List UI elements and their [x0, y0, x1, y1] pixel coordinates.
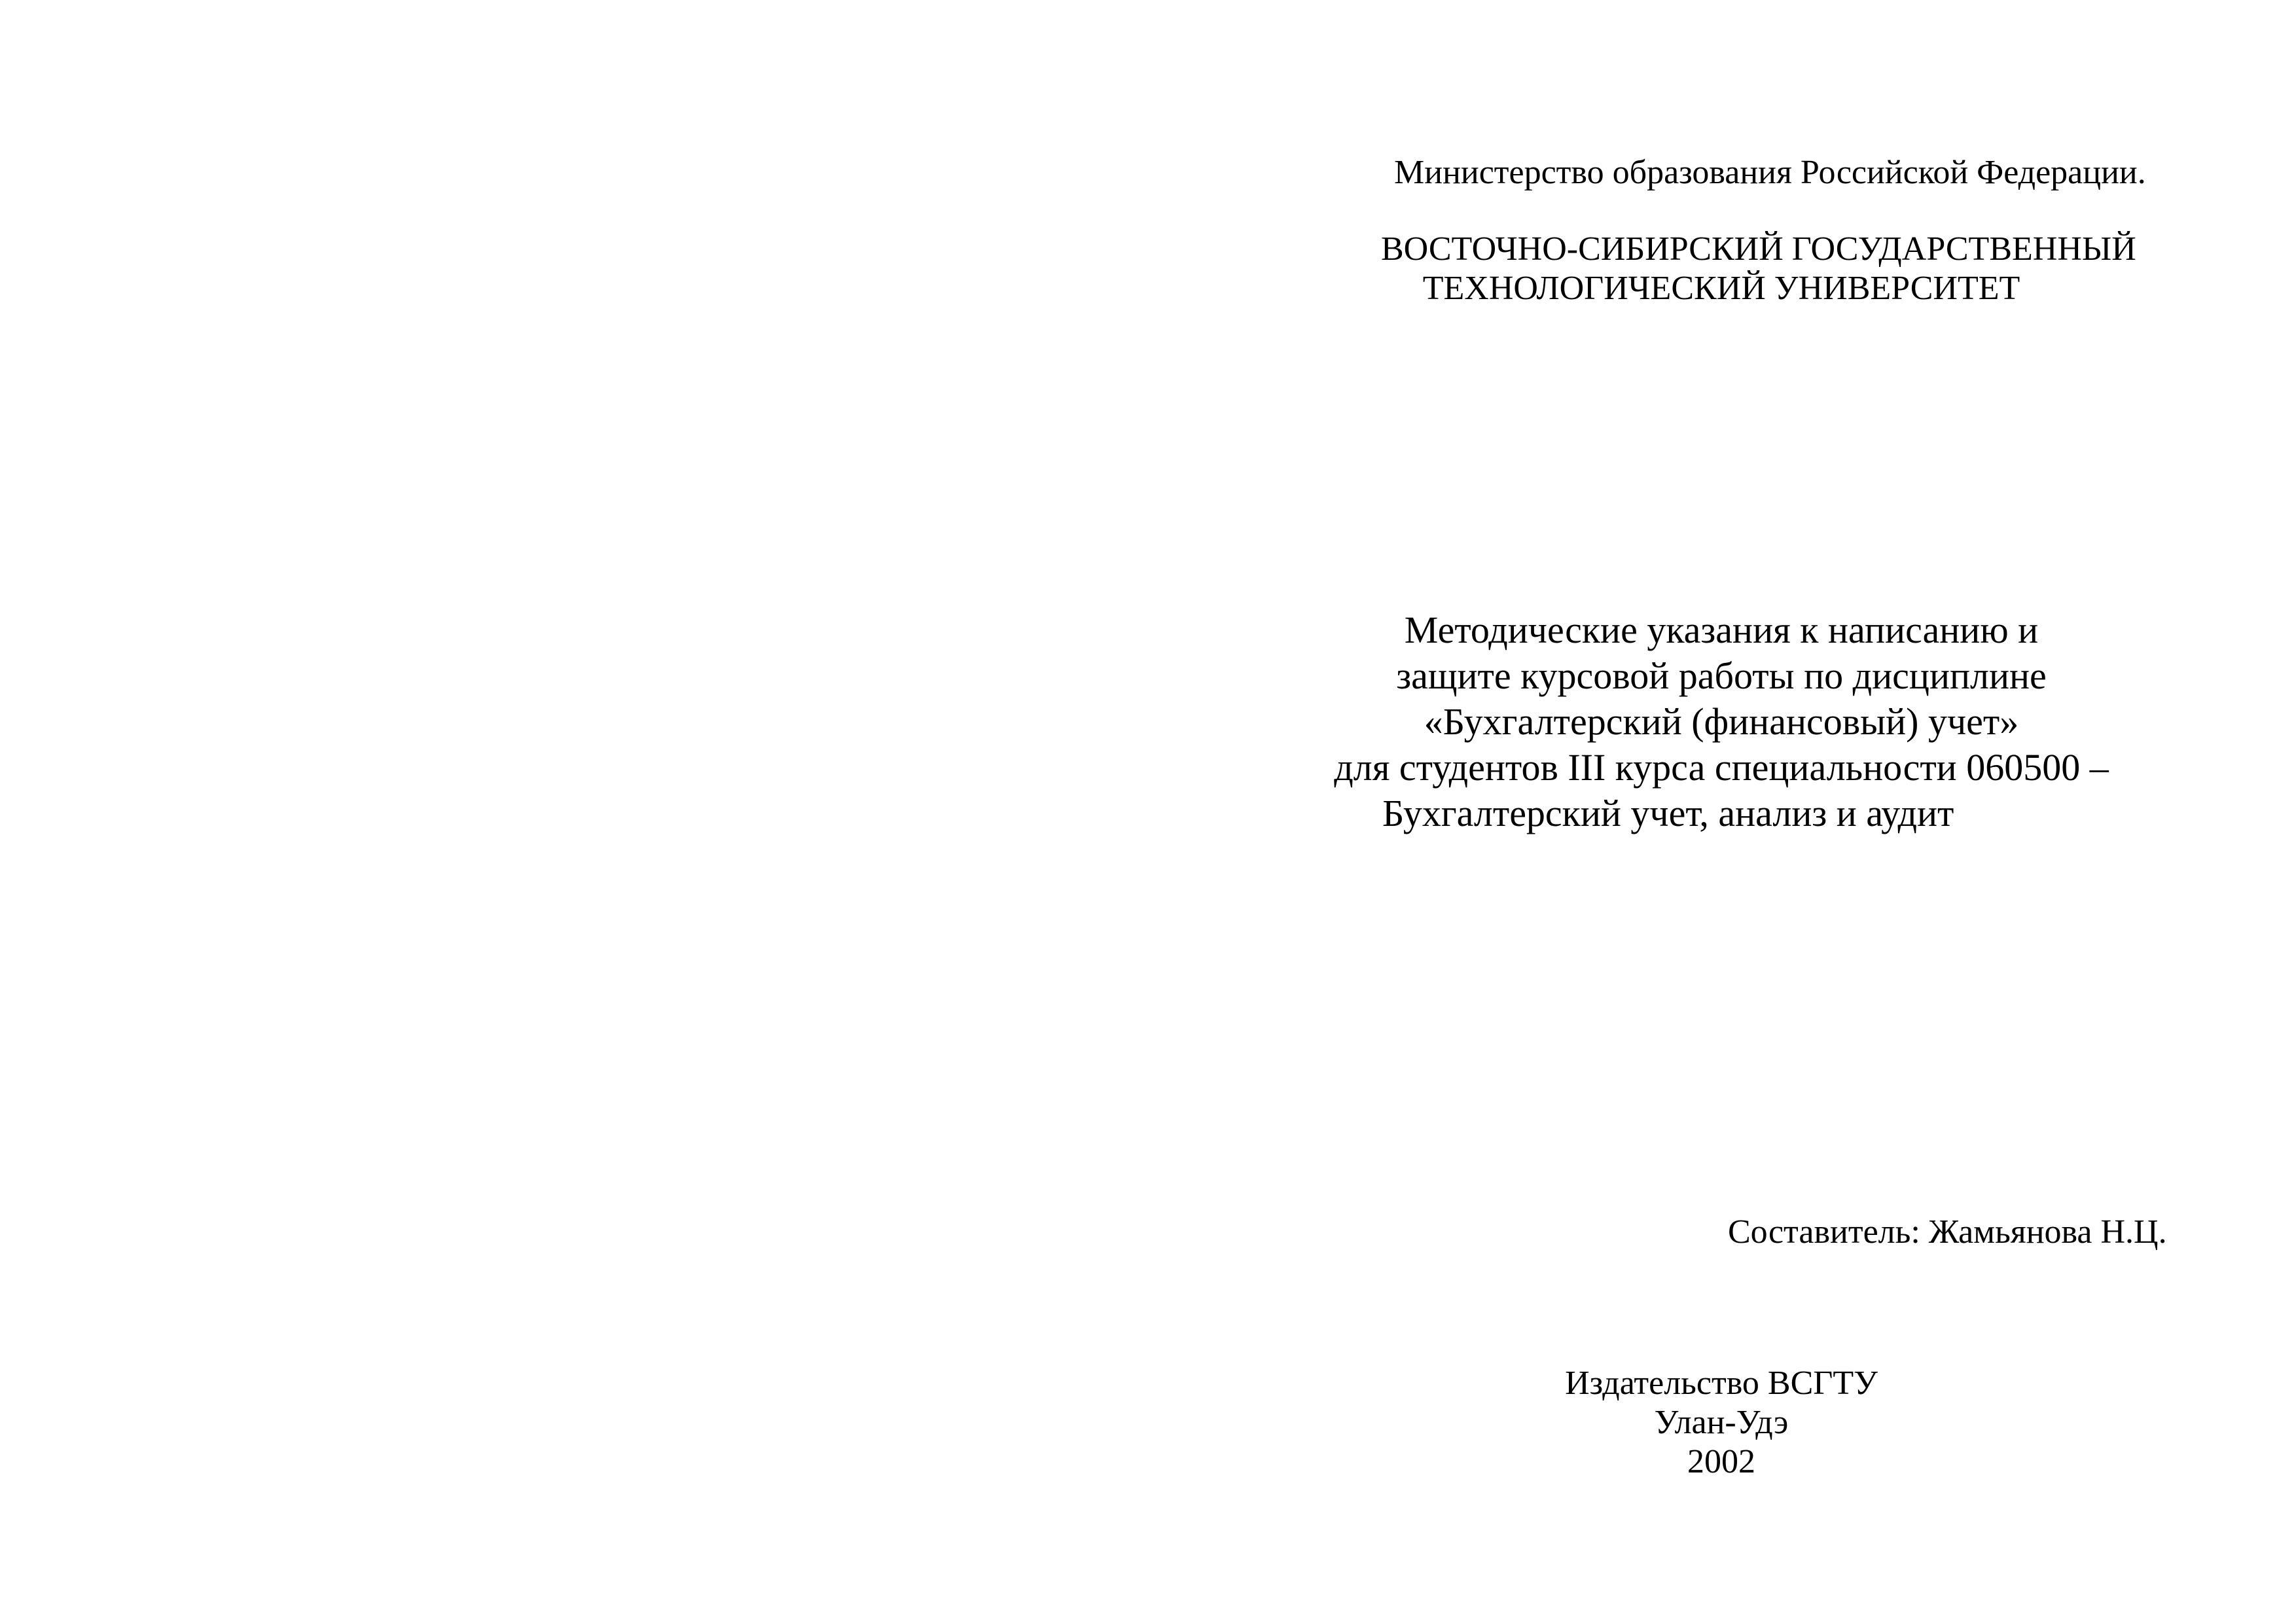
- title-line-1: Методические указания к написанию и: [1404, 609, 2039, 651]
- compiler-credit: Составитель: Жамьянова Н.Ц.: [1728, 1213, 2167, 1251]
- title-line-4: для студентов III курса специальности 060500 –: [1334, 746, 2109, 789]
- title-line-2: защите курсовой работы по дисциплине: [1396, 654, 2047, 697]
- publication-year: 2002: [1687, 1443, 1755, 1480]
- title-page: [1148, 0, 2296, 1623]
- publisher-name: Издательство ВСГТУ: [1565, 1364, 1878, 1402]
- university-name-line-2: ТЕХНОЛОГИЧЕСКИЙ УНИВЕРСИТЕТ: [1422, 270, 2020, 307]
- title-line-3: «Бухгалтерский (финансовый) учет»: [1424, 700, 2019, 743]
- title-line-5: Бухгалтерский учет, анализ и аудит: [1382, 792, 1954, 834]
- ministry-name: Министерство образования Российской Федерации.: [1394, 154, 2146, 191]
- publisher-city: Улан-Удэ: [1654, 1404, 1789, 1441]
- university-name-line-1: ВОСТОЧНО-СИБИРСКИЙ ГОСУДАРСТВЕННЫЙ: [1381, 230, 2136, 268]
